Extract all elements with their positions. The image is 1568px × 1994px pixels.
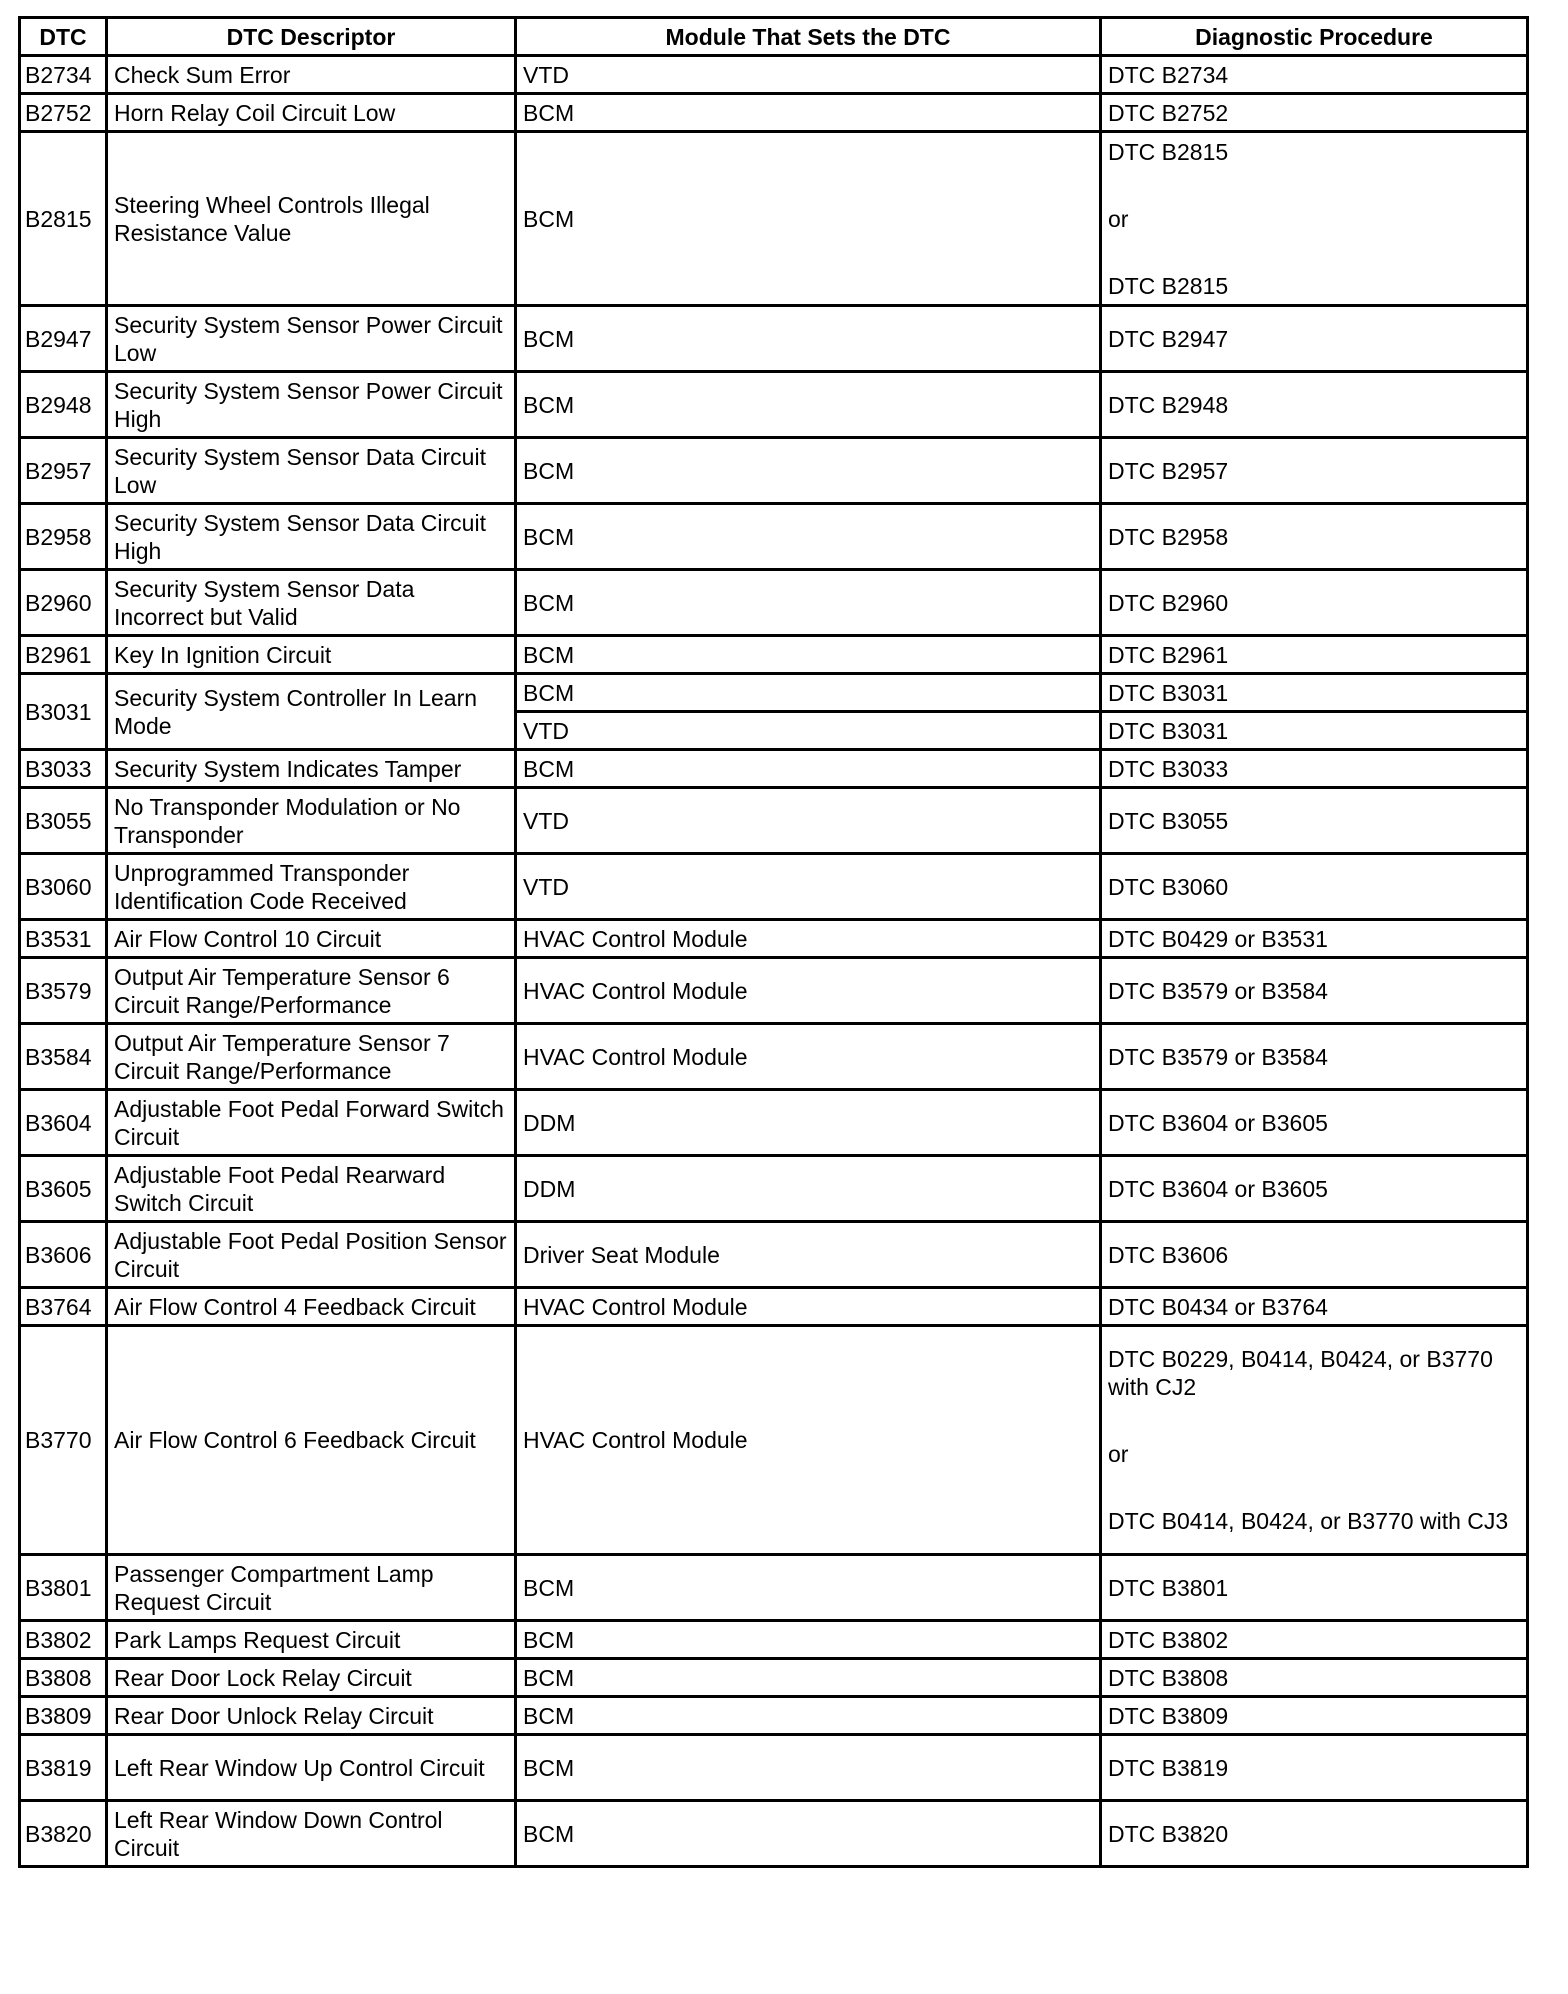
dtc-code: B3808 <box>20 1659 107 1697</box>
dtc-descriptor: Key In Ignition Circuit <box>107 636 516 674</box>
dtc-procedure: DTC B2734 <box>1101 56 1528 94</box>
dtc-procedure: DTC B3801 <box>1101 1555 1528 1621</box>
dtc-module: HVAC Control Module <box>516 920 1101 958</box>
dtc-code: B2948 <box>20 372 107 438</box>
procedure-line: DTC B0414, B0424, or B3770 with CJ3 <box>1108 1508 1509 1534</box>
dtc-table <box>18 16 1529 1868</box>
dtc-procedure: DTC B3031 <box>1101 712 1528 750</box>
table-row <box>20 570 1528 636</box>
procedure-line: or <box>1108 1441 1129 1467</box>
dtc-module: HVAC Control Module <box>516 1024 1101 1090</box>
dtc-descriptor: Output Air Temperature Sensor 7 Circuit Range/Performance <box>107 1024 516 1090</box>
dtc-descriptor: Air Flow Control 4 Feedback Circuit <box>107 1288 516 1326</box>
header-dtc: DTC <box>20 18 107 56</box>
table-row <box>20 1621 1528 1659</box>
dtc-procedure: DTC B3820 <box>1101 1801 1528 1867</box>
dtc-module: VTD <box>516 854 1101 920</box>
dtc-procedure: DTC B2957 <box>1101 438 1528 504</box>
dtc-descriptor: Park Lamps Request Circuit <box>107 1621 516 1659</box>
dtc-code: B3055 <box>20 788 107 854</box>
dtc-code: B2947 <box>20 306 107 372</box>
dtc-code: B3820 <box>20 1801 107 1867</box>
dtc-code: B3606 <box>20 1222 107 1288</box>
procedure-line: DTC B2815 <box>1108 272 1229 299</box>
dtc-procedure: DTC B3604 or B3605 <box>1101 1090 1528 1156</box>
dtc-descriptor: Security System Sensor Data Circuit Low <box>107 438 516 504</box>
dtc-procedure <box>1101 132 1528 306</box>
dtc-descriptor: Horn Relay Coil Circuit Low <box>107 94 516 132</box>
dtc-module: BCM <box>516 372 1101 438</box>
dtc-code: B3060 <box>20 854 107 920</box>
dtc-module: BCM <box>516 1621 1101 1659</box>
dtc-module: DDM <box>516 1090 1101 1156</box>
procedure-line: DTC B0229, B0414, B0424, or B3770 with CJ2 <box>1108 1346 1493 1400</box>
table-row <box>20 438 1528 504</box>
dtc-procedure: DTC B3033 <box>1101 750 1528 788</box>
dtc-module: VTD <box>516 56 1101 94</box>
dtc-descriptor: Adjustable Foot Pedal Rearward Switch Circuit <box>107 1156 516 1222</box>
dtc-module: VTD <box>516 712 1101 750</box>
dtc-code: B3770 <box>20 1326 107 1555</box>
dtc-code: B2957 <box>20 438 107 504</box>
dtc-code: B3605 <box>20 1156 107 1222</box>
dtc-procedure: DTC B0434 or B3764 <box>1101 1288 1528 1326</box>
dtc-module: BCM <box>516 504 1101 570</box>
dtc-procedure: DTC B0429 or B3531 <box>1101 920 1528 958</box>
dtc-descriptor: Check Sum Error <box>107 56 516 94</box>
dtc-descriptor: Adjustable Foot Pedal Position Sensor Circuit <box>107 1222 516 1288</box>
dtc-descriptor: Output Air Temperature Sensor 6 Circuit Range/Performance <box>107 958 516 1024</box>
dtc-code: B3809 <box>20 1697 107 1735</box>
table-row <box>20 94 1528 132</box>
dtc-code: B2815 <box>20 132 107 306</box>
dtc-module: BCM <box>516 1801 1101 1867</box>
dtc-module: BCM <box>516 674 1101 712</box>
header-row <box>20 18 1528 56</box>
dtc-module: HVAC Control Module <box>516 1288 1101 1326</box>
dtc-module: DDM <box>516 1156 1101 1222</box>
dtc-code: B3801 <box>20 1555 107 1621</box>
dtc-procedure: DTC B3809 <box>1101 1697 1528 1735</box>
dtc-descriptor: Security System Controller In Learn Mode <box>107 674 516 750</box>
dtc-procedure <box>1101 1326 1528 1555</box>
dtc-descriptor: Steering Wheel Controls Illegal Resistance Value <box>107 132 516 306</box>
header-module: Module That Sets the DTC <box>516 18 1101 56</box>
dtc-module: BCM <box>516 1735 1101 1801</box>
dtc-code: B3579 <box>20 958 107 1024</box>
dtc-descriptor: Security System Sensor Data Incorrect but Valid <box>107 570 516 636</box>
table-row <box>20 504 1528 570</box>
dtc-procedure: DTC B3579 or B3584 <box>1101 958 1528 1024</box>
table-row <box>20 1090 1528 1156</box>
dtc-module: BCM <box>516 750 1101 788</box>
procedure-line: DTC B2815 <box>1108 138 1229 165</box>
table-row <box>20 636 1528 674</box>
table-row <box>20 854 1528 920</box>
dtc-procedure: DTC B3604 or B3605 <box>1101 1156 1528 1222</box>
dtc-module: BCM <box>516 132 1101 306</box>
table-row <box>20 958 1528 1024</box>
dtc-procedure: DTC B3031 <box>1101 674 1528 712</box>
dtc-module: BCM <box>516 438 1101 504</box>
dtc-code: B2960 <box>20 570 107 636</box>
dtc-code: B3031 <box>20 674 107 750</box>
dtc-code: B2958 <box>20 504 107 570</box>
dtc-descriptor: Security System Sensor Power Circuit Low <box>107 306 516 372</box>
dtc-code: B3604 <box>20 1090 107 1156</box>
dtc-module: BCM <box>516 636 1101 674</box>
dtc-procedure: DTC B2752 <box>1101 94 1528 132</box>
table-row <box>20 1156 1528 1222</box>
dtc-code: B2752 <box>20 94 107 132</box>
table-row <box>20 1326 1528 1555</box>
dtc-descriptor: Air Flow Control 6 Feedback Circuit <box>107 1326 516 1555</box>
dtc-module: BCM <box>516 570 1101 636</box>
dtc-descriptor: Adjustable Foot Pedal Forward Switch Circuit <box>107 1090 516 1156</box>
dtc-module: BCM <box>516 94 1101 132</box>
dtc-descriptor: Left Rear Window Down Control Circuit <box>107 1801 516 1867</box>
table-row <box>20 1801 1528 1867</box>
dtc-descriptor: Air Flow Control 10 Circuit <box>107 920 516 958</box>
dtc-procedure: DTC B3808 <box>1101 1659 1528 1697</box>
dtc-descriptor: Rear Door Lock Relay Circuit <box>107 1659 516 1697</box>
table-row <box>20 1024 1528 1090</box>
dtc-procedure: DTC B2947 <box>1101 306 1528 372</box>
dtc-procedure: DTC B2961 <box>1101 636 1528 674</box>
table-row <box>20 674 1528 712</box>
table-row <box>20 1659 1528 1697</box>
dtc-module: Driver Seat Module <box>516 1222 1101 1288</box>
dtc-descriptor: No Transponder Modulation or No Transponder <box>107 788 516 854</box>
dtc-procedure: DTC B2958 <box>1101 504 1528 570</box>
dtc-procedure: DTC B3819 <box>1101 1735 1528 1801</box>
dtc-code: B3819 <box>20 1735 107 1801</box>
dtc-procedure: DTC B3606 <box>1101 1222 1528 1288</box>
dtc-module: BCM <box>516 1697 1101 1735</box>
header-descriptor: DTC Descriptor <box>107 18 516 56</box>
dtc-descriptor: Security System Sensor Power Circuit High <box>107 372 516 438</box>
dtc-module: HVAC Control Module <box>516 958 1101 1024</box>
dtc-module: BCM <box>516 1659 1101 1697</box>
dtc-module: BCM <box>516 306 1101 372</box>
table-row <box>20 1697 1528 1735</box>
table-row <box>20 1555 1528 1621</box>
dtc-module: VTD <box>516 788 1101 854</box>
dtc-code: B3764 <box>20 1288 107 1326</box>
dtc-descriptor: Passenger Compartment Lamp Request Circuit <box>107 1555 516 1621</box>
table-row <box>20 56 1528 94</box>
dtc-code: B2961 <box>20 636 107 674</box>
dtc-procedure: DTC B3579 or B3584 <box>1101 1024 1528 1090</box>
dtc-descriptor: Rear Door Unlock Relay Circuit <box>107 1697 516 1735</box>
dtc-procedure: DTC B3055 <box>1101 788 1528 854</box>
table-row <box>20 920 1528 958</box>
table-row <box>20 132 1528 306</box>
dtc-code: B3033 <box>20 750 107 788</box>
dtc-code: B3802 <box>20 1621 107 1659</box>
dtc-procedure: DTC B3802 <box>1101 1621 1528 1659</box>
table-row <box>20 1288 1528 1326</box>
table-row <box>20 1735 1528 1801</box>
table-row <box>20 372 1528 438</box>
dtc-descriptor: Left Rear Window Up Control Circuit <box>107 1735 516 1801</box>
dtc-code: B2734 <box>20 56 107 94</box>
dtc-code: B3584 <box>20 1024 107 1090</box>
dtc-module: BCM <box>516 1555 1101 1621</box>
header-procedure: Diagnostic Procedure <box>1101 18 1528 56</box>
table-row <box>20 306 1528 372</box>
dtc-module: HVAC Control Module <box>516 1326 1101 1555</box>
dtc-descriptor: Security System Sensor Data Circuit High <box>107 504 516 570</box>
dtc-procedure: DTC B2948 <box>1101 372 1528 438</box>
procedure-line: or <box>1108 205 1129 232</box>
dtc-procedure: DTC B2960 <box>1101 570 1528 636</box>
dtc-descriptor: Security System Indicates Tamper <box>107 750 516 788</box>
dtc-code: B3531 <box>20 920 107 958</box>
dtc-descriptor: Unprogrammed Transponder Identification Code Received <box>107 854 516 920</box>
dtc-procedure: DTC B3060 <box>1101 854 1528 920</box>
table-row <box>20 750 1528 788</box>
table-row <box>20 788 1528 854</box>
table-row <box>20 1222 1528 1288</box>
